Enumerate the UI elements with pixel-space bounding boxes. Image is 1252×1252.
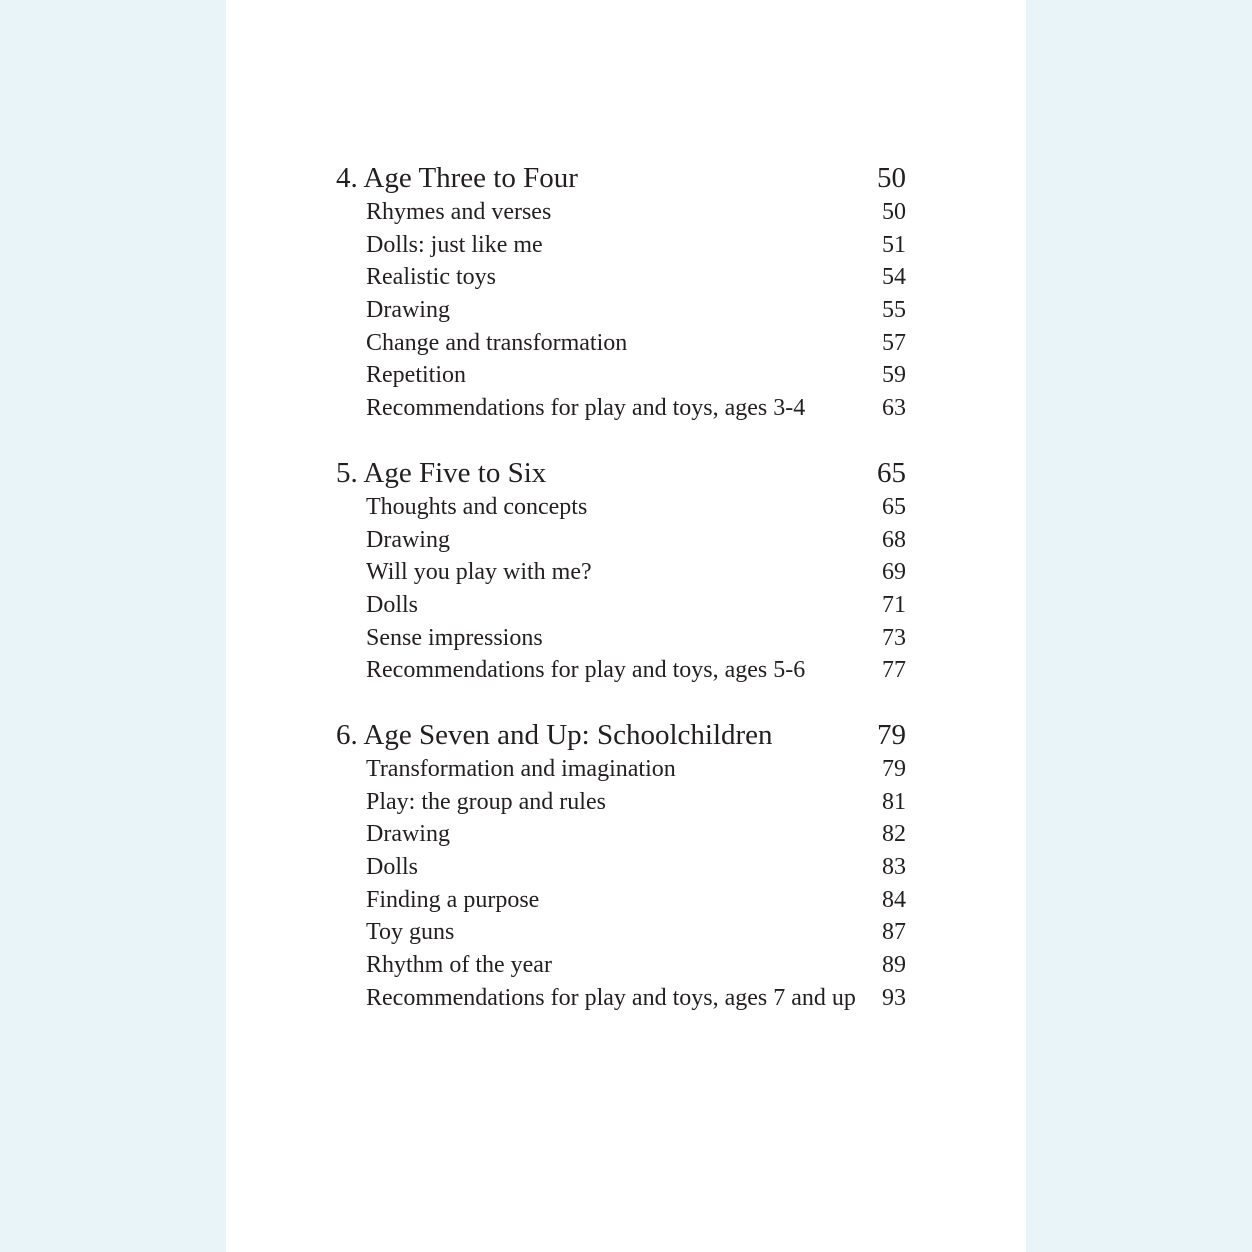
chapter-heading	[336, 455, 906, 491]
entry-page-number: 51	[882, 231, 906, 258]
entry-page-number: 65	[882, 493, 906, 520]
entry-page-number: 50	[882, 199, 906, 225]
entry-title: Drawing	[366, 297, 450, 324]
entry-page-number: 71	[882, 591, 906, 618]
toc-entry	[336, 949, 906, 982]
table-of-contents	[336, 160, 906, 1044]
entry-title: Dolls: just like me	[366, 231, 543, 258]
entry-page-number: 77	[882, 657, 906, 684]
entry-title: Rhythm of the year	[366, 952, 552, 979]
chapter-6	[336, 717, 906, 1015]
toc-entry	[336, 196, 906, 229]
entry-title: Recommendations for play and toys, ages 5-6	[366, 657, 806, 684]
entry-page-number: 93	[882, 984, 906, 1011]
entry-title: Change and transformation	[366, 329, 628, 356]
toc-entry	[336, 327, 906, 360]
toc-entry	[336, 294, 906, 327]
entry-title: Drawing	[366, 526, 450, 553]
entry-title: Transformation and imagination	[366, 755, 676, 782]
entry-page-number: 59	[882, 362, 906, 389]
entry-page-number: 54	[882, 264, 906, 291]
entry-page-number: 68	[882, 526, 906, 553]
entry-title: Dolls	[366, 591, 419, 618]
entry-page-number: 69	[882, 559, 906, 586]
entry-title: Sense impressions	[366, 624, 543, 651]
entry-title: Rhymes and verses	[366, 199, 552, 225]
entry-page-number: 89	[882, 952, 906, 979]
toc-entry	[336, 524, 906, 557]
toc-entry	[336, 786, 906, 819]
chapter-page-number: 50	[877, 162, 906, 194]
chapter-5	[336, 455, 906, 687]
chapter-title: 5. Age Five to Six	[336, 456, 547, 489]
chapter-heading	[336, 160, 906, 196]
entry-title: Realistic toys	[366, 264, 496, 291]
toc-entry	[336, 982, 906, 1015]
chapter-title: 6. Age Seven and Up: Schoolchildren	[336, 718, 773, 751]
toc-entry	[336, 884, 906, 917]
entry-title: Dolls	[366, 854, 419, 880]
toc-entry	[336, 589, 906, 622]
chapter-heading	[336, 717, 906, 753]
entry-page-number: 81	[882, 788, 906, 815]
chapter-page-number: 79	[877, 718, 906, 751]
entry-title: Thoughts and concepts	[366, 493, 588, 520]
chapter-title: 4. Age Three to Four	[336, 162, 578, 194]
toc-entry	[336, 916, 906, 949]
entry-page-number: 83	[882, 854, 906, 880]
chapter-page-number: 65	[877, 456, 906, 489]
entry-page-number: 82	[882, 821, 906, 848]
entry-page-number: 57	[882, 329, 906, 356]
toc-entry	[336, 229, 906, 262]
chapter-4	[336, 160, 906, 425]
entry-title: Repetition	[366, 362, 466, 389]
toc-entry	[336, 392, 906, 425]
entry-title: Toy guns	[366, 919, 455, 946]
entry-title: Finding a purpose	[366, 886, 540, 913]
entry-page-number: 84	[882, 886, 906, 913]
entry-page-number: 73	[882, 624, 906, 651]
entry-title: Recommendations for play and toys, ages 3-4	[366, 395, 806, 422]
entry-title: Recommendations for play and toys, ages 7 and up	[366, 984, 856, 1011]
toc-entry	[336, 359, 906, 392]
entry-page-number: 55	[882, 297, 906, 324]
toc-entry	[336, 851, 906, 884]
entry-page-number: 79	[882, 755, 906, 782]
toc-entry	[336, 261, 906, 294]
entry-page-number: 63	[882, 395, 906, 422]
toc-entry	[336, 753, 906, 786]
toc-entry	[336, 654, 906, 687]
toc-entry	[336, 556, 906, 589]
entry-title: Drawing	[366, 821, 450, 848]
entry-title: Will you play with me?	[366, 559, 592, 586]
toc-entry	[336, 491, 906, 524]
toc-entry	[336, 818, 906, 851]
entry-title: Play: the group and rules	[366, 788, 606, 815]
entry-page-number: 87	[882, 919, 906, 946]
toc-entry	[336, 622, 906, 655]
